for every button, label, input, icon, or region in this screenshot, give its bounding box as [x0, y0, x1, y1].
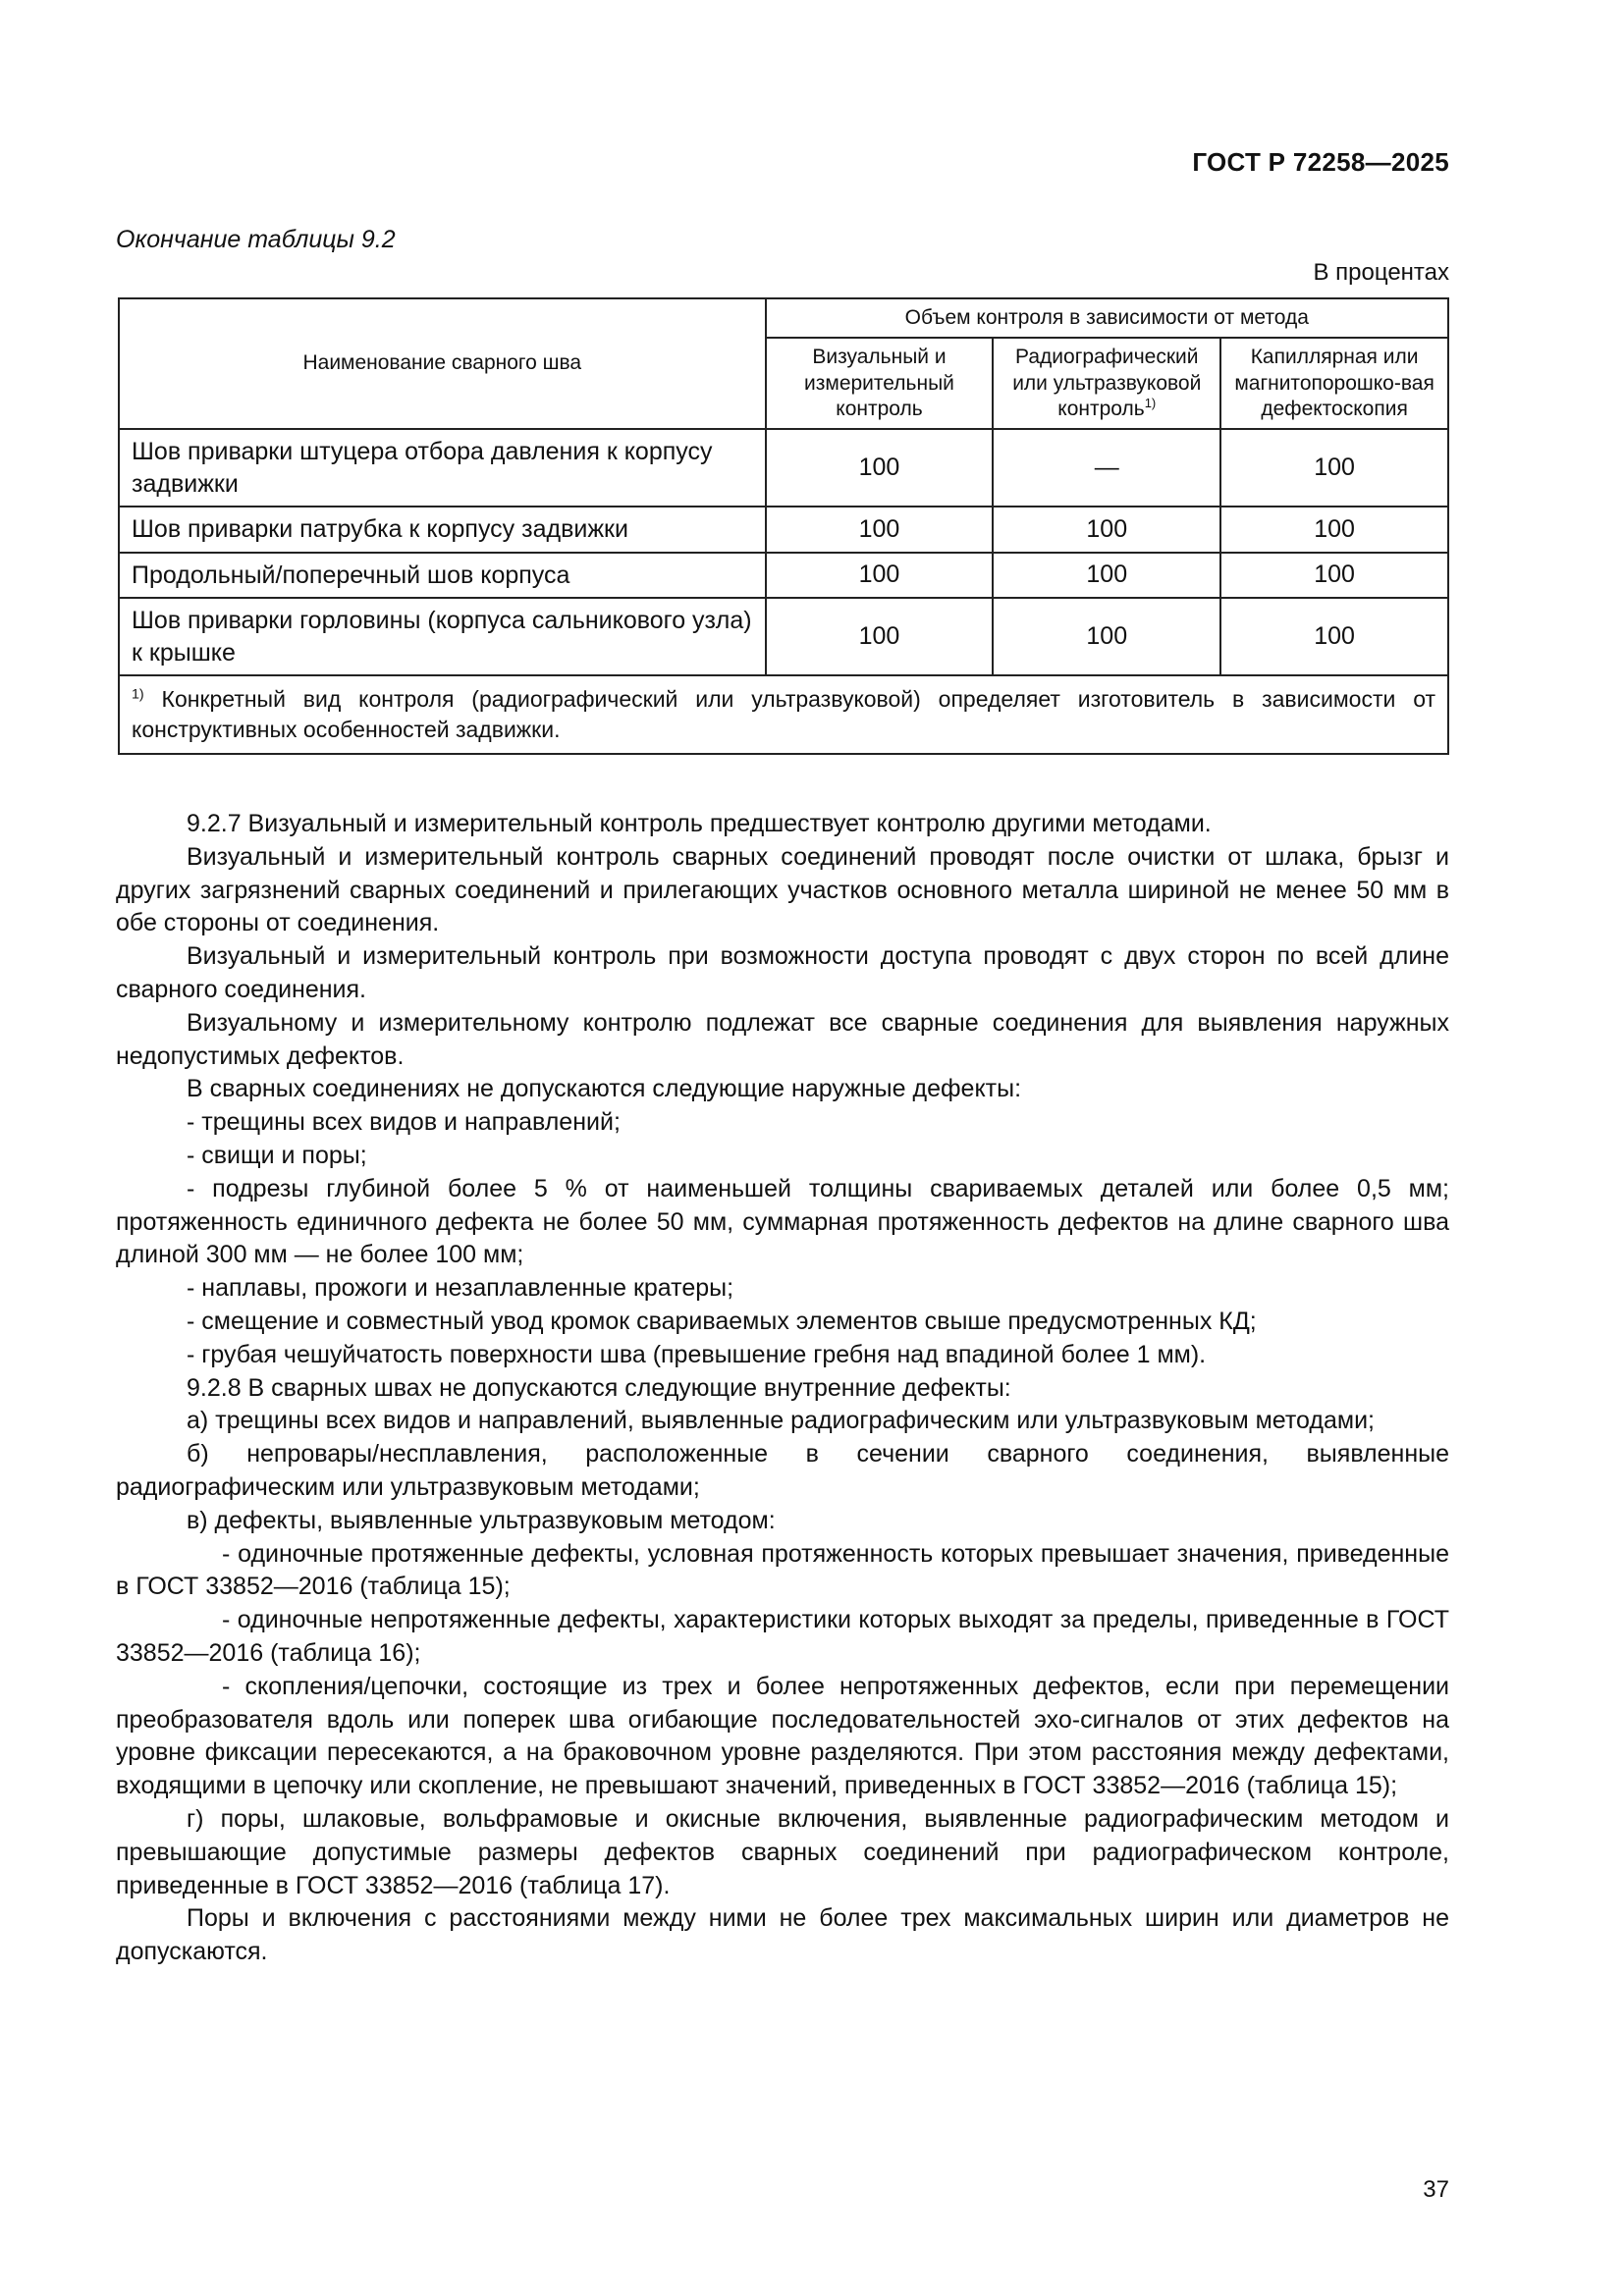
- table-row: [119, 429, 1448, 507]
- weld-name: Шов приварки патрубка к корпусу задвижки: [119, 507, 766, 553]
- footnote-text: Конкретный вид контроля (радиографический или ультразвуковой) определяет изготовитель в зависимости от конструктивных особенностей задвижки.: [132, 686, 1436, 743]
- list-item: - смещение и совместный увод кромок свариваемых элементов свыше предусмотренных КД;: [187, 1307, 1257, 1335]
- list-item: в) дефекты, выявленные ультразвуковым методом:: [187, 1506, 776, 1534]
- table-footnote: [119, 675, 1448, 754]
- footnote-ref: 1): [1144, 395, 1157, 410]
- body-text: [116, 808, 1449, 1969]
- table-row: [119, 598, 1448, 675]
- value-cell: 100: [1220, 598, 1448, 675]
- paragraph: Визуальный и измерительный контроль сварных соединений проводят после очистки от шлака, брызг и других загрязнений сварных соединений и прилегающих участков основного металла шириной не менее 50 мм в обе стороны от соединения.: [116, 842, 1449, 937]
- list-item: - свищи и поры;: [187, 1141, 367, 1169]
- value-cell: 100: [1220, 553, 1448, 599]
- list-item: - грубая чешуйчатость поверхности шва (превышение гребня над впадиной более 1 мм).: [187, 1340, 1207, 1368]
- weld-name-header: Наименование сварного шва: [119, 298, 766, 429]
- value-cell: —: [993, 429, 1220, 507]
- method-capillary-header: Капиллярная или магнитопорошко-вая дефектоскопия: [1220, 338, 1448, 429]
- sub-list-item: - одиночные протяженные дефекты, условная протяженность которых превышает значения, приведенные в ГОСТ 33852—2016 (таблица 15);: [116, 1539, 1449, 1601]
- weld-name: Продольный/поперечный шов корпуса: [119, 553, 766, 599]
- value-cell: 100: [766, 507, 994, 553]
- paragraph: 9.2.8 В сварных швах не допускаются следующие внутренние дефекты:: [187, 1373, 1011, 1402]
- list-item: а) трещины всех видов и направлений, выявленные радиографическим или ультразвуковым методами;: [187, 1407, 1375, 1435]
- list-item: - наплавы, прожоги и незаплавленные кратеры;: [187, 1274, 734, 1303]
- list-item: г) поры, шлаковые, вольфрамовые и окисные включения, выявленные радиографическим методом и превышающие допустимые размеры дефектов сварных соединений при радиографическом контроле, приведенные в ГОСТ 33852—2016 (таблица 17).: [116, 1804, 1449, 1899]
- table-footnote-row: [119, 675, 1448, 754]
- value-cell: 100: [1220, 429, 1448, 507]
- footnote-mark: 1): [132, 686, 144, 703]
- value-cell: 100: [993, 598, 1220, 675]
- weld-name: Шов приварки горловины (корпуса сальникового узла) к крышке: [119, 598, 766, 675]
- method-visual-header: Визуальный и измерительный контроль: [766, 338, 994, 429]
- paragraph: Визуальный и измерительный контроль при возможности доступа проводят с двух сторон по всей длине сварного соединения.: [116, 942, 1449, 1003]
- table-header-row: [119, 298, 1448, 338]
- list-item: - подрезы глубиной более 5 % от наименьшей толщины свариваемых деталей или более 0,5 мм; протяженность единичного дефекта не более 50 мм, суммарная протяженность дефектов на длине сварного шва длиной 300 мм — не более 100 мм;: [116, 1174, 1449, 1269]
- list-item: б) непровары/несплавления, расположенные в сечении сварного соединения, выявленные радиографическим или ультразвуковым методами;: [116, 1440, 1449, 1501]
- table-row: [119, 507, 1448, 553]
- paragraph: В сварных соединениях не допускаются следующие наружные дефекты:: [187, 1075, 1022, 1103]
- weld-name: Шов приварки штуцера отбора давления к корпусу задвижки: [119, 429, 766, 507]
- method-radiographic-label: Радиографический или ультразвуковой контроль: [1012, 346, 1202, 420]
- value-cell: 100: [766, 598, 994, 675]
- sub-list-item: - одиночные непротяженные дефекты, характеристики которых выходят за пределы, приведенные в ГОСТ 33852—2016 (таблица 16);: [116, 1606, 1449, 1667]
- table-row: [119, 553, 1448, 599]
- value-cell: 100: [993, 553, 1220, 599]
- control-volume-header: Объем контроля в зависимости от метода: [766, 298, 1448, 338]
- sub-list-item: - скопления/цепочки, состоящие из трех и более непротяженных дефектов, если при перемещении преобразователя вдоль или поперек шва огибающие последовательностей эхо-сигналов от этих дефектов на уровне фиксации пересекаются, а на браковочном уровне разделяются. При этом расстояния между дефектами, входящими в цепочку или скопление, не превышают значений, приведенных в ГОСТ 33852—2016 (таблица 15);: [116, 1672, 1449, 1800]
- value-cell: 100: [766, 429, 994, 507]
- document-code: ГОСТ Р 72258—2025: [1192, 147, 1449, 177]
- table-units: В процентах: [1313, 259, 1449, 286]
- inspection-table: [118, 297, 1449, 755]
- page-number: 37: [1423, 2176, 1449, 2203]
- paragraph: Визуальному и измерительному контролю подлежат все сварные соединения для выявления наружных недопустимых дефектов.: [116, 1008, 1449, 1070]
- method-radiographic-header: [993, 338, 1220, 429]
- paragraph: 9.2.7 Визуальный и измерительный контроль предшествует контролю другими методами.: [187, 810, 1212, 837]
- value-cell: 100: [766, 553, 994, 599]
- value-cell: 100: [993, 507, 1220, 553]
- paragraph: Поры и включения с расстояниями между ними не более трех максимальных ширин или диаметров не допускаются.: [116, 1904, 1449, 1966]
- table-caption: Окончание таблицы 9.2: [116, 226, 396, 253]
- value-cell: 100: [1220, 507, 1448, 553]
- list-item: - трещины всех видов и направлений;: [187, 1108, 621, 1137]
